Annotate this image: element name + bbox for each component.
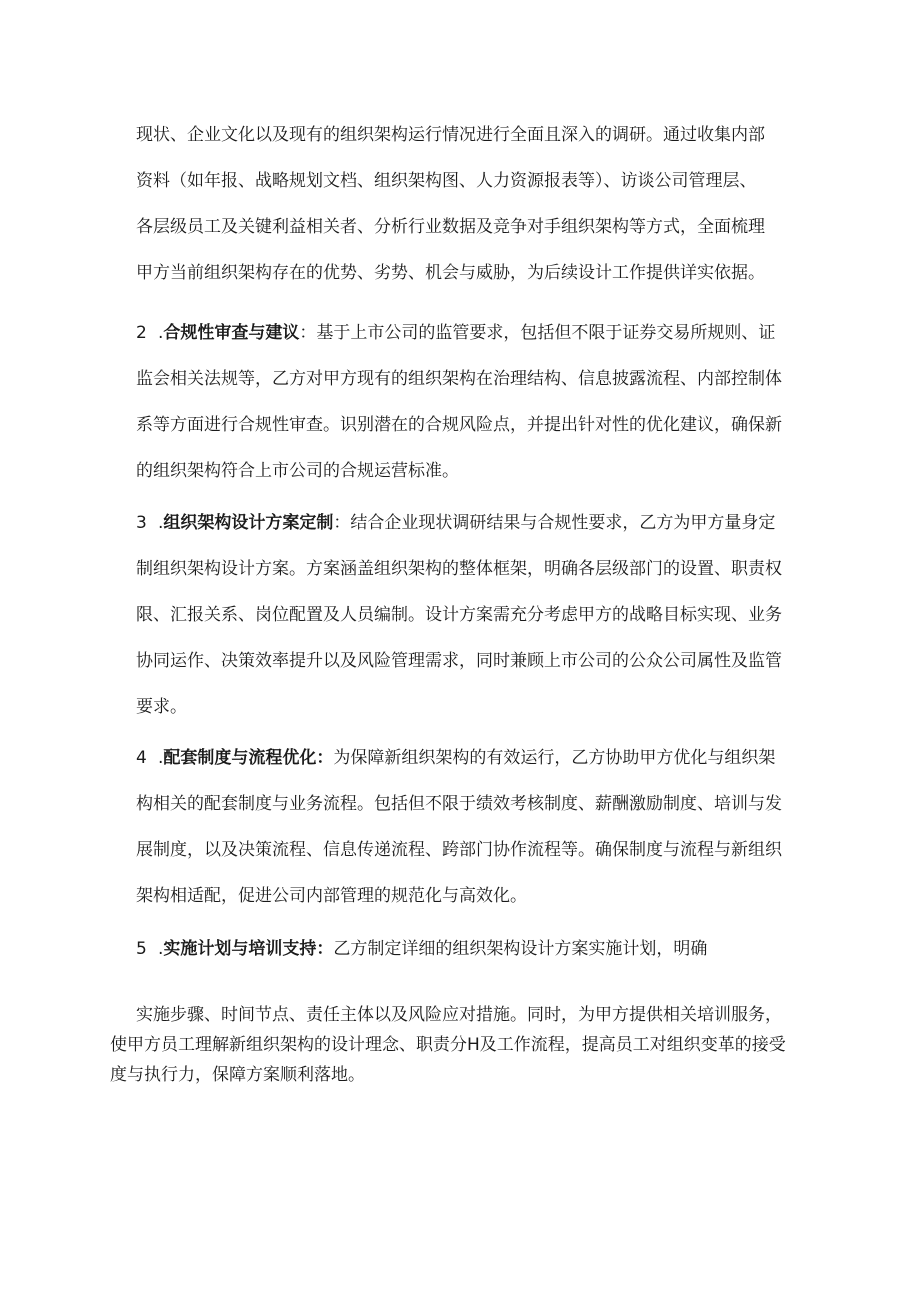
item-heading: 配套制度与流程优化： (163, 748, 334, 768)
item-dot: . (158, 513, 164, 533)
item-implementation-plan (136, 926, 784, 972)
item-dot: . (158, 748, 164, 768)
intro-line: 现状、企业文化以及现有的组织架构运行情况进行全面且深入的调研。通过收集内部 (136, 125, 765, 145)
item-text: ：基于上市公司的监管要求，包括但不限于证券交易所规则、证 (299, 323, 776, 343)
item-line: 制组织架构设计方案。方案涵盖组织架构的整体框架，明确各层级部门的设置、职责权 (136, 559, 782, 579)
item-dot: . (158, 323, 164, 343)
intro-line: 各层级员工及关键利益相关者、分析行业数据及竞争对手组织架构等方式，全面梳理 (136, 217, 765, 237)
intro-paragraph (136, 112, 784, 296)
item-dot: . (158, 939, 164, 959)
item-first-line (136, 735, 784, 781)
item-number: 4 (136, 748, 147, 768)
item-heading: 实施计划与培训支持： (163, 939, 334, 959)
item-heading: 组织架构设计方案定制 (163, 513, 334, 533)
item-line: 监会相关法规等，乙方对甲方现有的组织架构在治理结构、信息披露流程、内部控制体 (136, 369, 782, 389)
item-line: 系等方面进行合规性审查。识别潜在的合规风险点，并提出针对性的优化建议，确保新 (136, 415, 782, 435)
item-line: 构相关的配套制度与业务流程。包括但不限于绩效考核制度、薪酬激励制度、培训与发 (136, 794, 782, 814)
item-process-optimization (136, 735, 784, 919)
item-text: ：结合企业现状调研结果与合规性要求，乙方为甲方量身定 (333, 513, 776, 533)
item-first-line (136, 500, 784, 546)
item-line: 限、汇报关系、岗位配置及人员编制。设计方案需充分考虑甲方的战略目标实现、业务 (136, 605, 782, 625)
item-line: 协同运作、决策效率提升以及风险管理需求，同时兼顾上市公司的公众公司属性及监管 (136, 651, 782, 671)
item-number: 2 (136, 323, 147, 343)
item-org-design (136, 500, 784, 730)
item-compliance-review (136, 310, 784, 494)
item-line: 架构相适配，促进公司内部管理的规范化与高效化。 (136, 886, 527, 906)
item-line: 实施步骤、时间节点、责任主体以及风险应对措施。同时，为甲方提供相关培训服务， (136, 1005, 782, 1025)
item-line: 展制度，以及决策流程、信息传递流程、跨部门协作流程等。确保制度与流程与新组织 (136, 840, 782, 860)
item-text: 乙方制定详细的组织架构设计方案实施计划，明确 (333, 939, 708, 959)
intro-line: 甲方当前组织架构存在的优势、劣势、机会与威胁，为后续设计工作提供详实依据。 (136, 263, 765, 283)
item-first-line (136, 926, 784, 972)
item-first-line (136, 310, 784, 356)
item-line: 度与执行力，保障方案顺利落地。 (110, 1065, 365, 1085)
item-line: 要求。 (136, 697, 187, 717)
item-text: 为保障新组织架构的有效运行，乙方协助甲方优化与组织架 (333, 748, 776, 768)
item-line: 的组织架构符合上市公司的合规运营标准。 (136, 461, 459, 481)
item-number: 3 (136, 513, 147, 533)
item-implementation-plan-continued (110, 1000, 790, 1090)
item-line: 使甲方员工理解新组织架构的设计理念、职责分H及工作流程，提高员工对组织变革的接受 (110, 1035, 786, 1055)
item-number: 5 (136, 939, 147, 959)
intro-line: 资料（如年报、战略规划文档、组织架构图、人力资源报表等）、访谈公司管理层、 (136, 171, 757, 191)
item-heading: 合规性审查与建议 (163, 323, 300, 343)
